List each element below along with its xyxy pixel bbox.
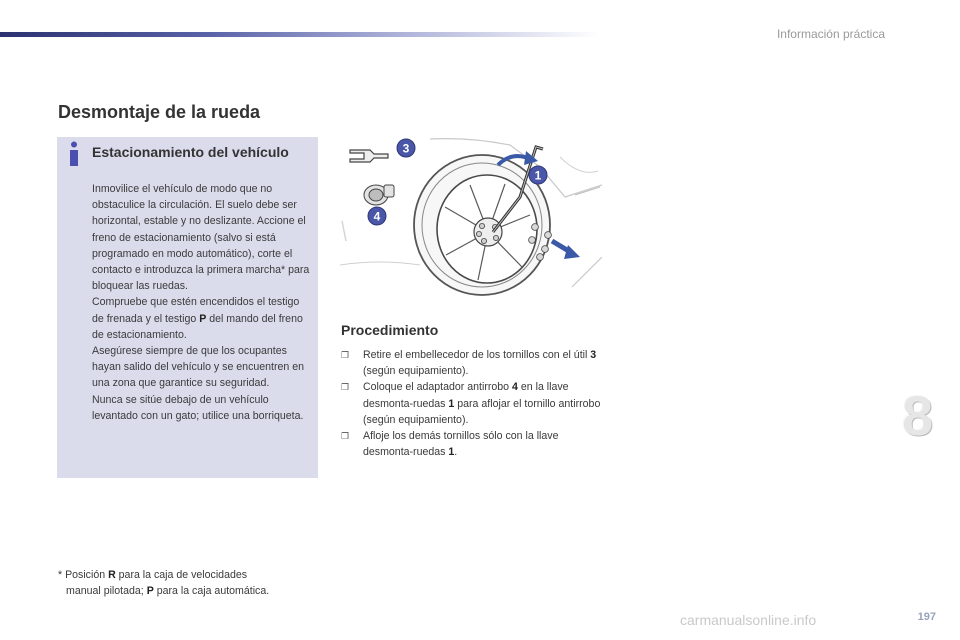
- checkbox-bullet-icon: ❐: [341, 382, 350, 393]
- procedure-steps: [341, 347, 601, 460]
- callout-3: [397, 139, 415, 157]
- page-title: Desmontaje de la rueda: [58, 102, 261, 122]
- procedure-step: ❐ Coloque el adaptador antirrobo 4 en la llave desmonta-ruedas 1 para aflojar el tornillo antirrobo (según equipamiento).: [341, 381, 601, 426]
- svg-text:1: 1: [534, 168, 542, 183]
- info-box-title: Estacionamiento del vehículo: [92, 144, 289, 160]
- info-box: [57, 137, 318, 478]
- watermark: carmanualsonline.info: [680, 612, 817, 628]
- wheel-removal-illustration: [340, 137, 602, 297]
- callout-1: [529, 166, 547, 184]
- info-paragraph: Asegúrese siempre de que los ocupantes hayan salido del vehículo y se encuentren en una zona que garantice su seguridad.: [92, 345, 305, 390]
- checkbox-bullet-icon: ❐: [341, 350, 350, 360]
- info-paragraph: Nunca se sitúe debajo de un vehículo levantado con un gato; utilice una borriqueta.: [92, 393, 304, 422]
- svg-text:3: 3: [402, 141, 410, 156]
- info-paragraph: Inmovilice el vehículo de modo que no obstaculice la circulación. El suelo debe ser horizontal, estable y no deslizante. Accione el freno de estacionamiento (salvo si está programado en modo automático), corte el contacto e introduzca la primera marcha* para bloquear las ruedas.: [92, 183, 310, 293]
- chapter-number: 8: [902, 384, 934, 447]
- checkbox-bullet-icon: ❐: [341, 431, 350, 442]
- section-header: Información práctica: [776, 27, 885, 41]
- procedure-step: ❐ Retire el embellecedor de los tornillos con el útil 3 (según equipamiento).: [341, 349, 597, 378]
- procedure-title: Procedimiento: [341, 322, 439, 338]
- info-box-body: [92, 181, 314, 424]
- svg-text:4: 4: [373, 209, 381, 224]
- footnote: * Posición R para la caja de velocidades manual pilotada; P para la caja automática.: [58, 569, 270, 597]
- callout-4: [368, 207, 386, 225]
- info-paragraph: Compruebe que estén encendidos el testigo de frenada y el testigo P del mando del freno de estacionamiento.: [92, 296, 303, 341]
- procedure-step: ❐ Afloje los demás tornillos sólo con la llave desmonta-ruedas 1.: [341, 430, 559, 459]
- header-gradient-bar: [0, 32, 600, 37]
- page-number: 197: [917, 611, 936, 623]
- info-icon: [67, 141, 81, 167]
